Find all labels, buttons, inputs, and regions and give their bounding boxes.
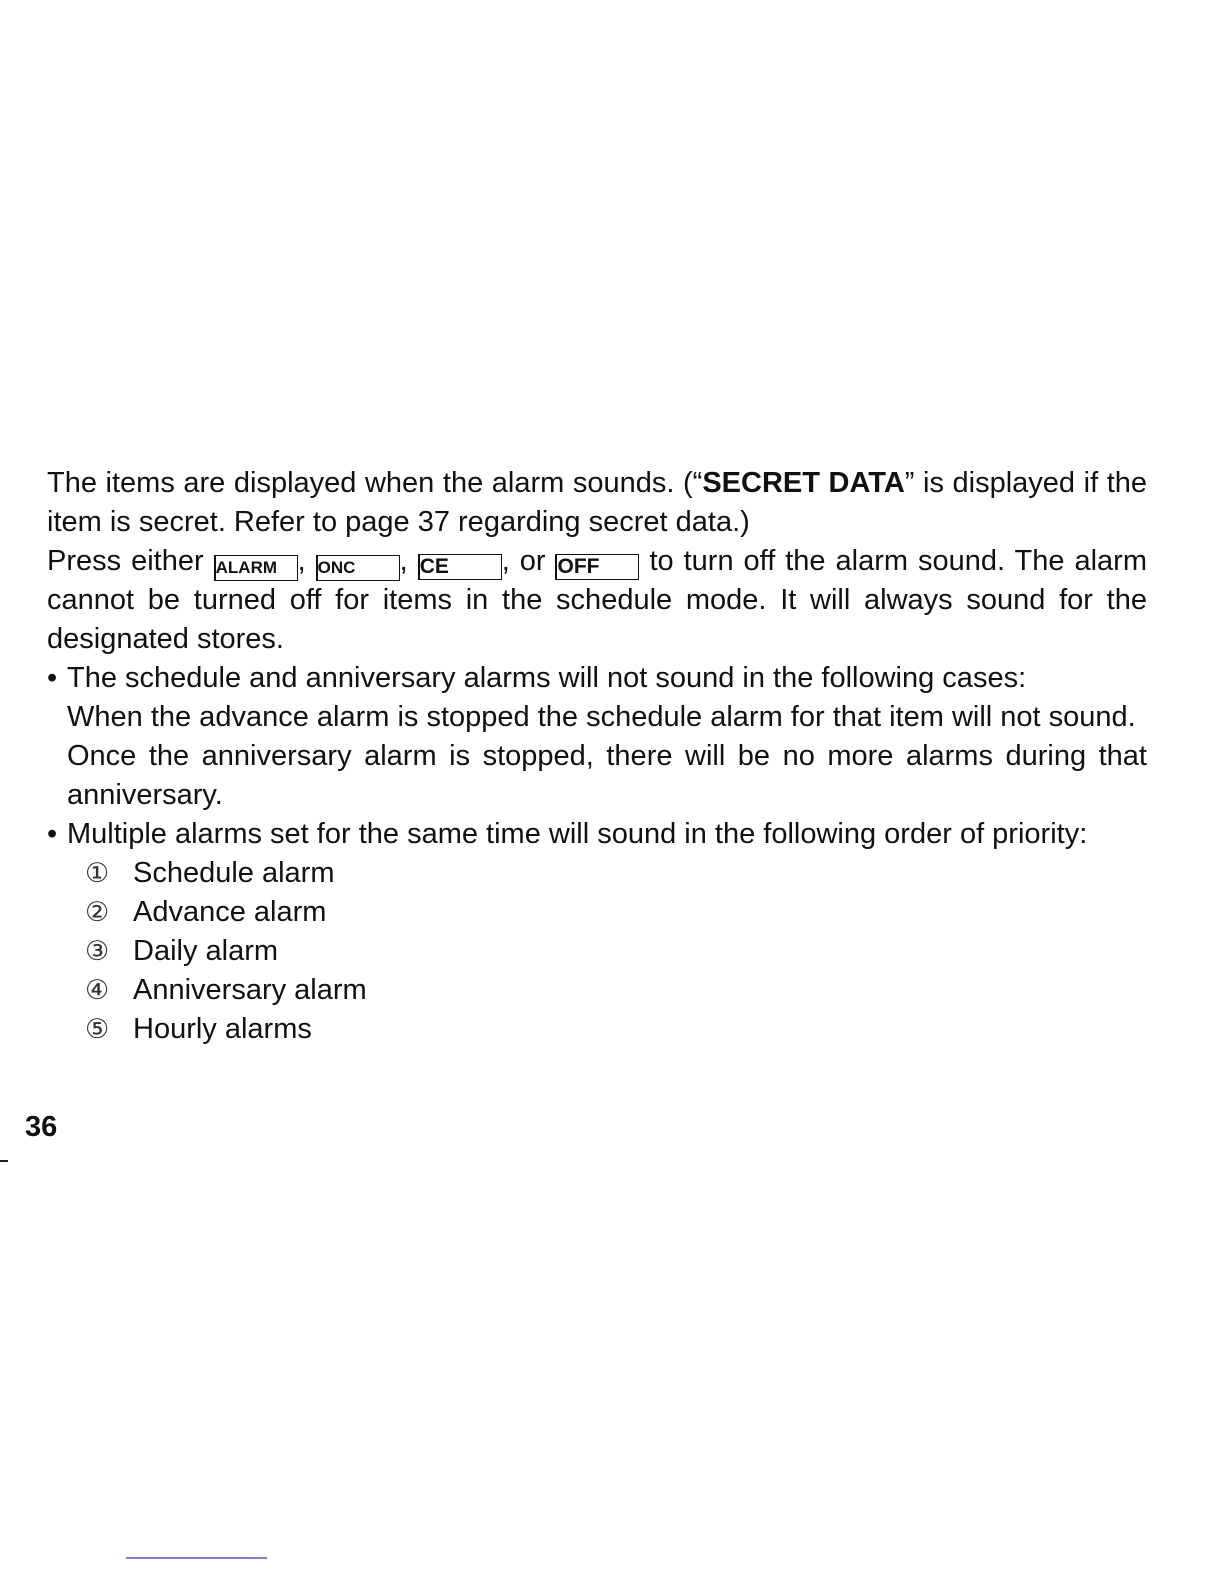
paragraph-text: to turn off the alarm sound. The alarm cannot be turned off for items in the schedule mode. It will always sound for the designated stores. bbox=[47, 545, 1147, 655]
manual-body bbox=[47, 464, 1147, 1049]
paragraph-text: ” is displayed if the item is secret. Refer to page 37 regarding secret data.) bbox=[47, 467, 1148, 538]
list-item-label: Daily alarm bbox=[133, 935, 279, 967]
bullet-dot-icon: • bbox=[47, 662, 58, 694]
separator: , or bbox=[501, 545, 556, 577]
onc-key: ONC bbox=[316, 555, 400, 581]
list-item bbox=[85, 971, 1147, 1010]
bullet-detail-anniversary: Once the anniversary alarm is stopped, there will be no more alarms during that anniversary. bbox=[67, 740, 1147, 811]
footer-rule bbox=[126, 1557, 267, 1559]
list-item-label: Hourly alarms bbox=[133, 1013, 312, 1045]
separator: , bbox=[399, 545, 418, 577]
paragraph-text: The items are displayed when the alarm sounds. (“ bbox=[47, 467, 703, 499]
page-number: 36 bbox=[25, 1111, 58, 1143]
circled-number: ⑤ bbox=[85, 1014, 110, 1045]
list-item bbox=[85, 1010, 1147, 1049]
priority-list bbox=[67, 854, 1147, 1049]
bullet-not-sound-cases bbox=[47, 659, 1147, 815]
circled-number: ④ bbox=[85, 975, 110, 1006]
off-key: OFF bbox=[555, 554, 639, 580]
bullet-text: The schedule and anniversary alarms will not sound in the following cases: bbox=[67, 662, 1027, 694]
paragraph-text: Press either bbox=[47, 545, 214, 577]
list-item-label: Advance alarm bbox=[133, 896, 327, 928]
margin-tick-mark bbox=[0, 1160, 8, 1162]
list-item bbox=[85, 932, 1147, 971]
paragraph-secret-data bbox=[47, 464, 1147, 542]
circled-number: ② bbox=[85, 897, 110, 928]
list-item bbox=[85, 854, 1147, 893]
bullet-priority-order bbox=[47, 815, 1147, 1049]
paragraph-turn-off-alarm bbox=[47, 542, 1147, 659]
list-item-label: Schedule alarm bbox=[133, 857, 335, 889]
bullet-dot-icon: • bbox=[47, 818, 58, 850]
bullet-detail-advance: When the advance alarm is stopped the schedule alarm for that item will not sound. bbox=[67, 701, 1136, 733]
circled-number: ① bbox=[85, 858, 110, 889]
secret-data-label: SECRET DATA bbox=[702, 467, 905, 499]
alarm-key: ALARM bbox=[214, 555, 298, 581]
circled-number: ③ bbox=[85, 936, 110, 967]
separator: , bbox=[297, 545, 316, 577]
bullet-text: Multiple alarms set for the same time will sound in the following order of priority: bbox=[67, 818, 1088, 850]
list-item bbox=[85, 893, 1147, 932]
list-item-label: Anniversary alarm bbox=[133, 974, 367, 1006]
ce-key: CE bbox=[418, 554, 502, 580]
